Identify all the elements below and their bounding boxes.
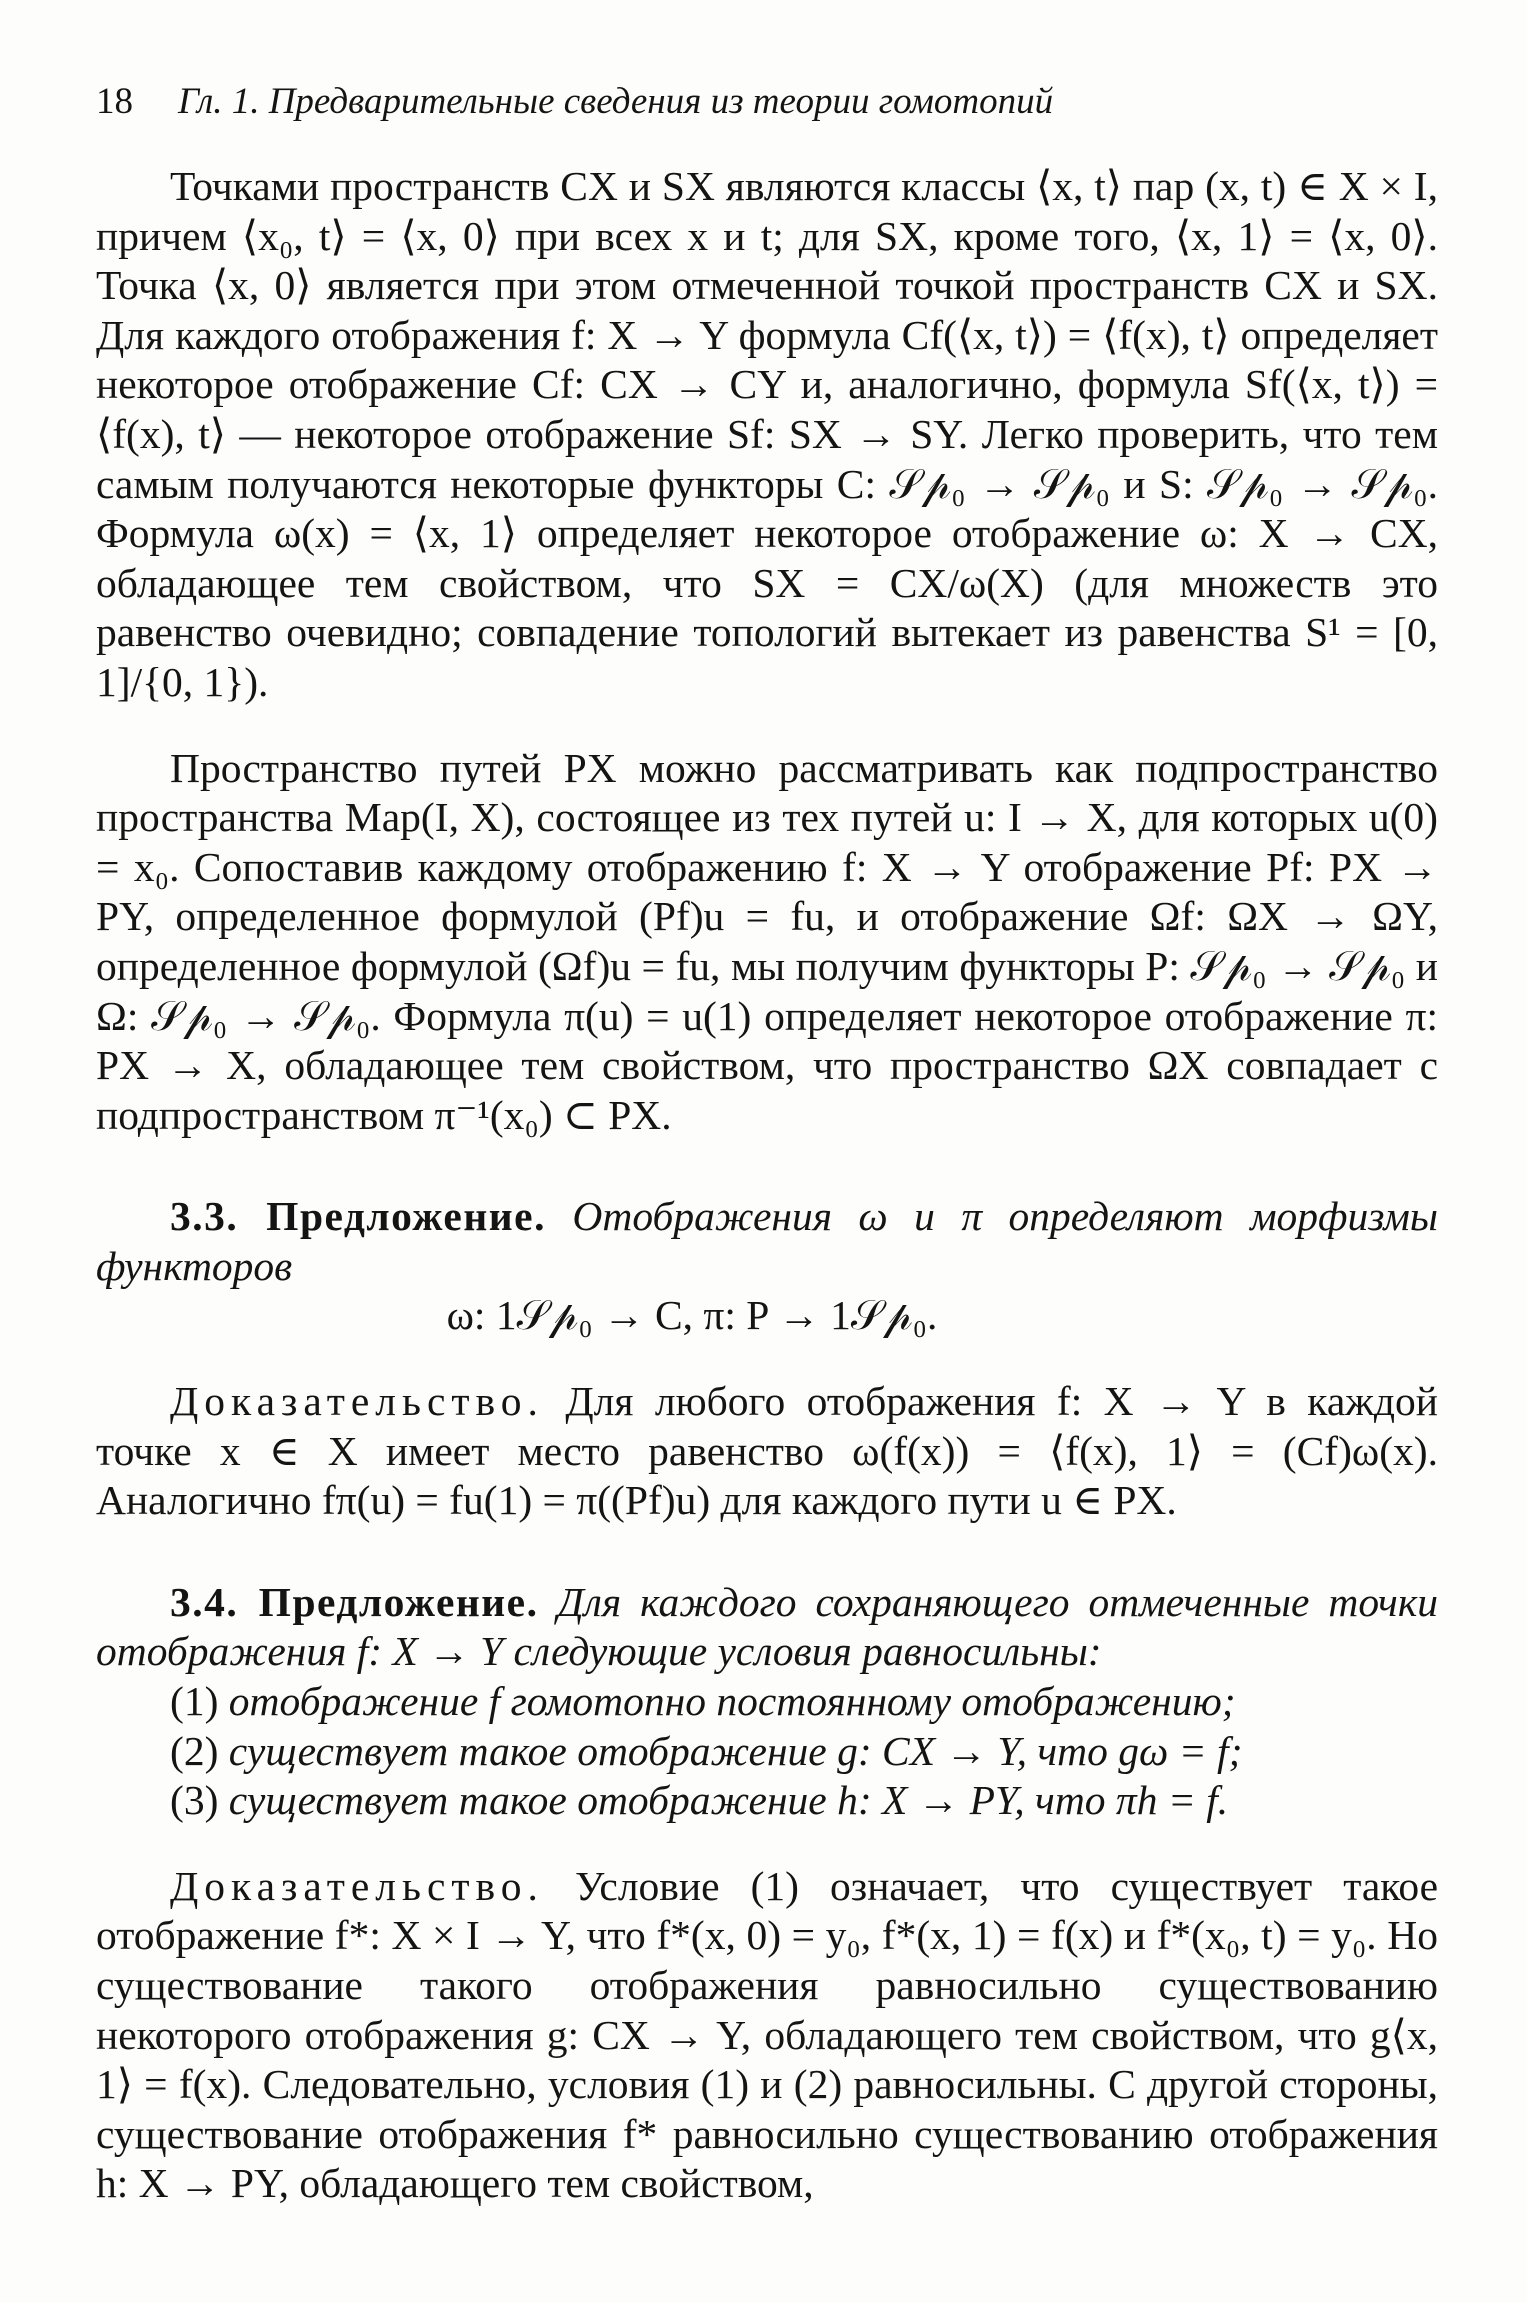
proof-3-4-label: Доказательство.	[170, 1862, 544, 1909]
page-body	[96, 162, 1438, 2209]
condition-text: существует такое отображение h: X → PY, что πh = f.	[228, 1777, 1229, 1824]
proposition-3-4	[96, 1578, 1438, 1677]
running-title: Гл. 1. Предварительные сведения из теории гомотопий	[178, 81, 1054, 122]
condition-item	[96, 1677, 1438, 1727]
proposition-3-4-label: 3.4. Предложение.	[170, 1578, 539, 1625]
proof-3-3-text: Для любого отображения f: X → Y в каждой точке x ∈ X имеет место равенство ω(f(x)) = ⟨f(x), 1⟩ = (Cf)ω(x). Аналогично fπ(u) = fu(1) = π((Pf)u) для каждого пути u ∈ PX.	[96, 1378, 1438, 1524]
proposition-3-3-text: Отображения ω и π определяют морфизмы функторов	[96, 1193, 1439, 1289]
proof-3-4-text: Условие (1) означает, что существует такое отображение f*: X × I → Y, что f*(x, 0) = y₀, f*(x, 1) = f(x) и f*(x₀, t) = y₀. Но существование такого отображения равносильно существованию некоторого отображения g: CX → Y, обладающего тем свойством, что g⟨x, 1⟩ = f(x). Следовательно, условия (1) и (2) равносильны. С другой стороны, существование отображения f* равносильно существованию отображения h: X → PY, обладающего тем свойством,	[96, 1862, 1438, 2207]
condition-number: (2)	[170, 1727, 219, 1774]
condition-item	[96, 1776, 1438, 1826]
proof-3-3-label: Доказательство.	[170, 1378, 544, 1425]
condition-number: (3)	[170, 1777, 219, 1824]
proof-3-3	[96, 1377, 1438, 1526]
condition-text: существует такое отображение g: CX → Y, что gω = f;	[228, 1727, 1243, 1774]
proposition-3-3-label: 3.3. Предложение.	[170, 1193, 546, 1240]
condition-item	[96, 1727, 1438, 1777]
proposition-3-4-text: Для каждого сохраняющего отмеченные точки отображения f: X → Y следующие условия равносильны:	[96, 1578, 1438, 1675]
running-header	[96, 78, 1436, 126]
paragraph-cone-suspension: Точками пространств CX и SX являются классы ⟨x, t⟩ пар (x, t) ∈ X × I, причем ⟨x₀, t⟩ = ⟨x, 0⟩ при всех x и t; для SX, кроме того, ⟨x, 1⟩ = ⟨x, 0⟩. Точка ⟨x, 0⟩ является при этом отмеченной точкой пространств CX и SX. Для каждого отображения f: X → Y формула Cf(⟨x, t⟩) = ⟨f(x), t⟩ определяет некоторое отображение Cf: CX → CY и, аналогично, формула Sf(⟨x, t⟩) = ⟨f(x), t⟩ — некоторое отображение Sf: SX → SY. Легко проверить, что тем самым получаются некоторые функторы C: 𝒮𝓅₀ → 𝒮𝓅₀ и S: 𝒮𝓅₀ → 𝒮𝓅₀. Формула ω(x) = ⟨x, 1⟩ определяет некоторое отображение ω: X → CX, обладающее тем свойством, что SX = CX/ω(X) (для множеств это равенство очевидно; совпадение топологий вытекает из равенства S¹ = [0, 1]/{0, 1}).	[96, 163, 1438, 705]
proof-3-4	[96, 1862, 1438, 2209]
proposition-3-3-formula: ω: 1𝒮𝓅₀ → C, π: P → 1𝒮𝓅₀.	[446, 1292, 938, 1339]
paragraph-path-space: Пространство путей PX можно рассматривать как подпространство пространства Map(I, X), состоящее из тех путей u: I → X, для которых u(0) = x₀. Сопоставив каждому отображению f: X → Y отображение Pf: PX → PY, определенное формулой (Pf)u = fu, и отображение Ωf: ΩX → ΩY, определенное формулой (Ωf)u = fu, мы получим функторы P: 𝒮𝓅₀ → 𝒮𝓅₀ и Ω: 𝒮𝓅₀ → 𝒮𝓅₀. Формула π(u) = u(1) определяет некоторое отображение π: PX → X, обладающее тем свойством, что пространство ΩX совпадает с подпространством π⁻¹(x₀) ⊂ PX.	[96, 744, 1438, 1138]
page-number: 18	[96, 81, 133, 122]
proposition-3-3	[96, 1192, 1438, 1291]
condition-number: (1)	[170, 1678, 219, 1725]
condition-text: отображение f гомотопно постоянному отображению;	[228, 1678, 1236, 1725]
